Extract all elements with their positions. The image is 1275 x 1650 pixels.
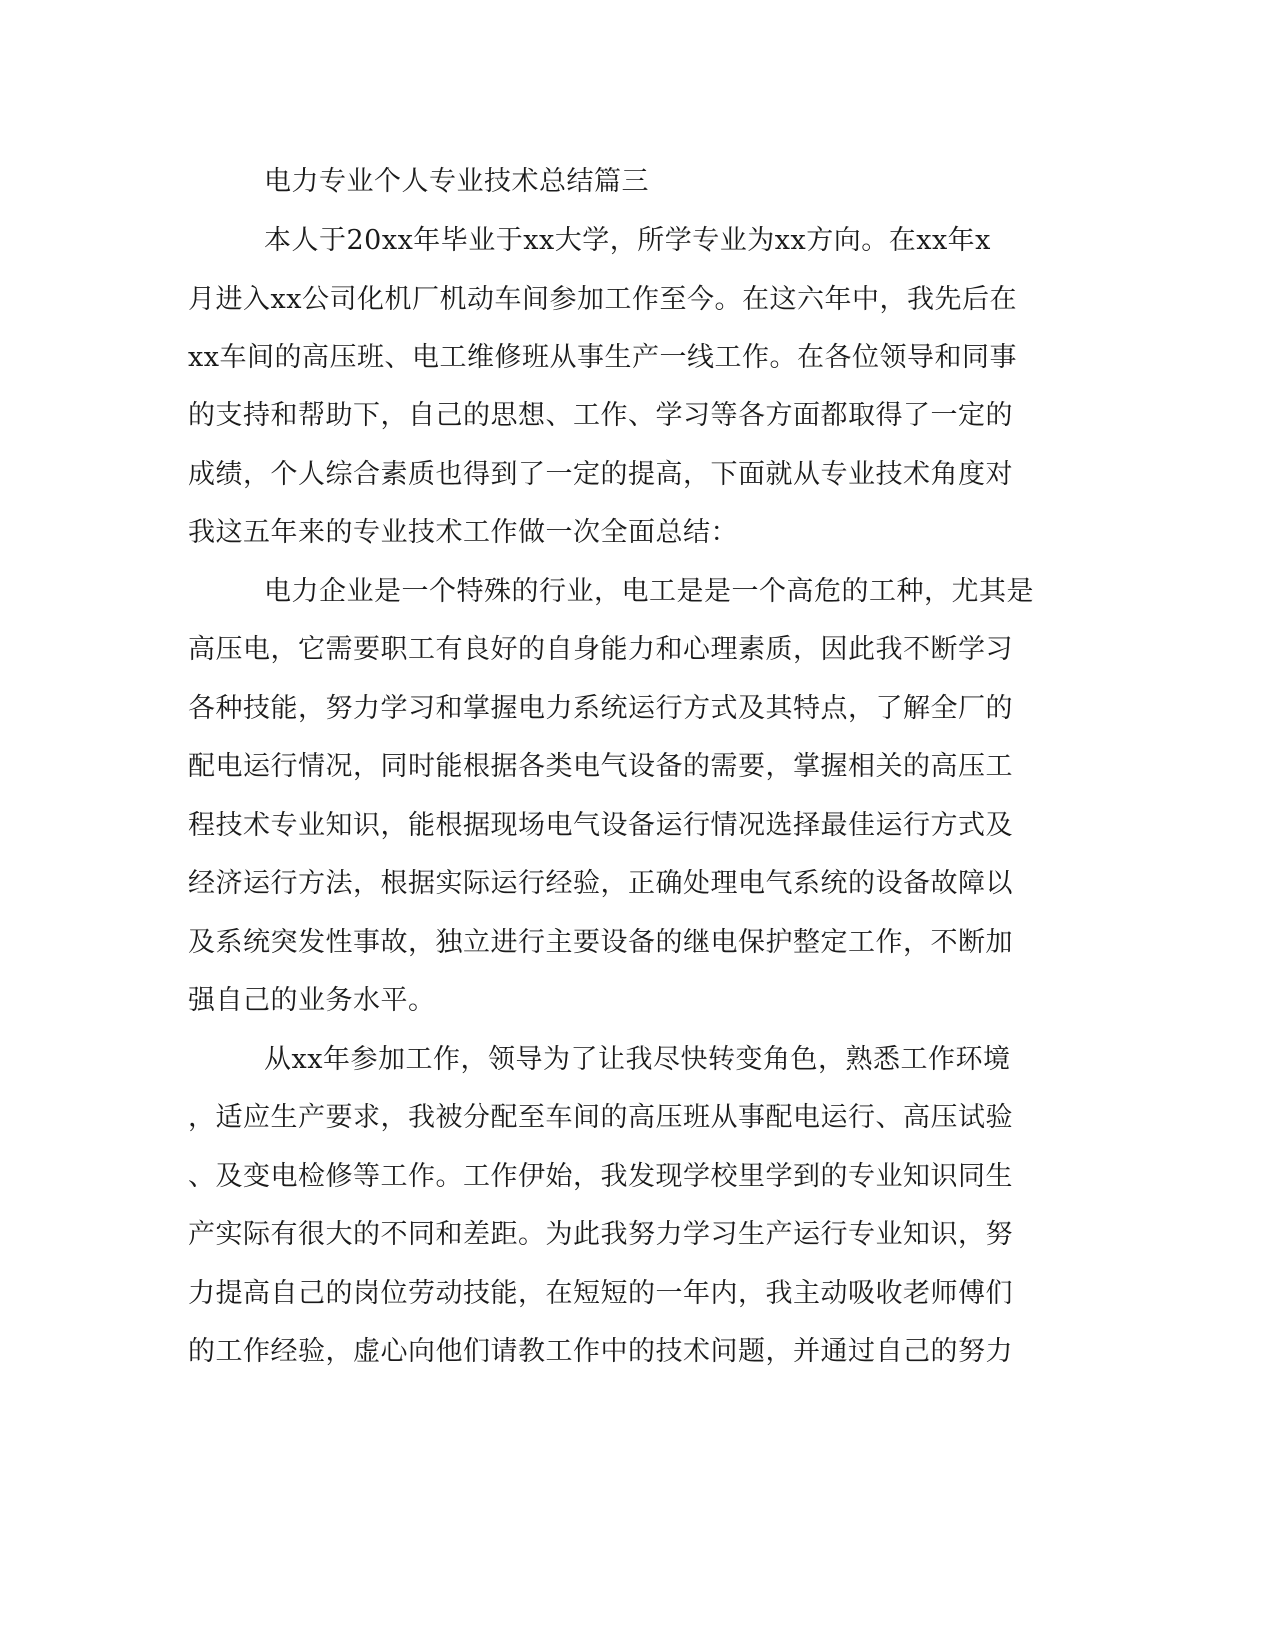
- paragraph-1-line-4: 的支持和帮助下，自己的思想、工作、学习等各方面都取得了一定的: [188, 400, 1013, 431]
- paragraph-2-line-3: 各种技能，努力学习和掌握电力系统运行方式及其特点，了解全厂的: [188, 693, 1013, 724]
- paragraph-1-line-1: 本人于20xx年毕业于xx大学，所学专业为xx方向。在xx年x: [264, 225, 991, 256]
- paragraph-3-line-2: ，适应生产要求，我被分配至车间的高压班从事配电运行、高压试验: [188, 1102, 1013, 1133]
- paragraph-1-line-2: 月进入xx公司化机厂机动车间参加工作至今。在这六年中，我先后在: [188, 284, 1017, 315]
- paragraph-2-line-2: 高压电，它需要职工有良好的自身能力和心理素质，因此我不断学习: [188, 634, 1013, 665]
- paragraph-3-line-5: 力提高自己的岗位劳动技能，在短短的一年内，我主动吸收老师傅们: [188, 1278, 1013, 1309]
- paragraph-1-line-6: 我这五年来的专业技术工作做一次全面总结：: [188, 517, 738, 548]
- document-title: 电力专业个人专业技术总结篇三: [264, 166, 649, 197]
- paragraph-2-line-4: 配电运行情况，同时能根据各类电气设备的需要，掌握相关的高压工: [188, 751, 1013, 782]
- paragraph-2-line-7: 及系统突发性事故，独立进行主要设备的继电保护整定工作，不断加: [188, 927, 1013, 958]
- paragraph-3-line-3: 、及变电检修等工作。工作伊始，我发现学校里学到的专业知识同生: [188, 1161, 1013, 1192]
- paragraph-2-line-6: 经济运行方法，根据实际运行经验，正确处理电气系统的设备故障以: [188, 868, 1013, 899]
- paragraph-3-line-1: 从xx年参加工作，领导为了让我尽快转变角色，熟悉工作环境: [264, 1044, 1011, 1075]
- paragraph-2-line-8: 强自己的业务水平。: [188, 985, 436, 1016]
- paragraph-2-line-5: 程技术专业知识，能根据现场电气设备运行情况选择最佳运行方式及: [188, 810, 1013, 841]
- paragraph-2-line-1: 电力企业是一个特殊的行业，电工是是一个高危的工种，尤其是: [264, 576, 1034, 607]
- paragraph-3-line-4: 产实际有很大的不同和差距。为此我努力学习生产运行专业知识，努: [188, 1219, 1013, 1250]
- paragraph-1-line-5: 成绩，个人综合素质也得到了一定的提高，下面就从专业技术角度对: [188, 459, 1013, 490]
- paragraph-1-line-3: xx车间的高压班、电工维修班从事生产一线工作。在各位领导和同事: [188, 342, 1017, 373]
- paragraph-3-line-6: 的工作经验，虚心向他们请教工作中的技术问题，并通过自己的努力: [188, 1336, 1013, 1367]
